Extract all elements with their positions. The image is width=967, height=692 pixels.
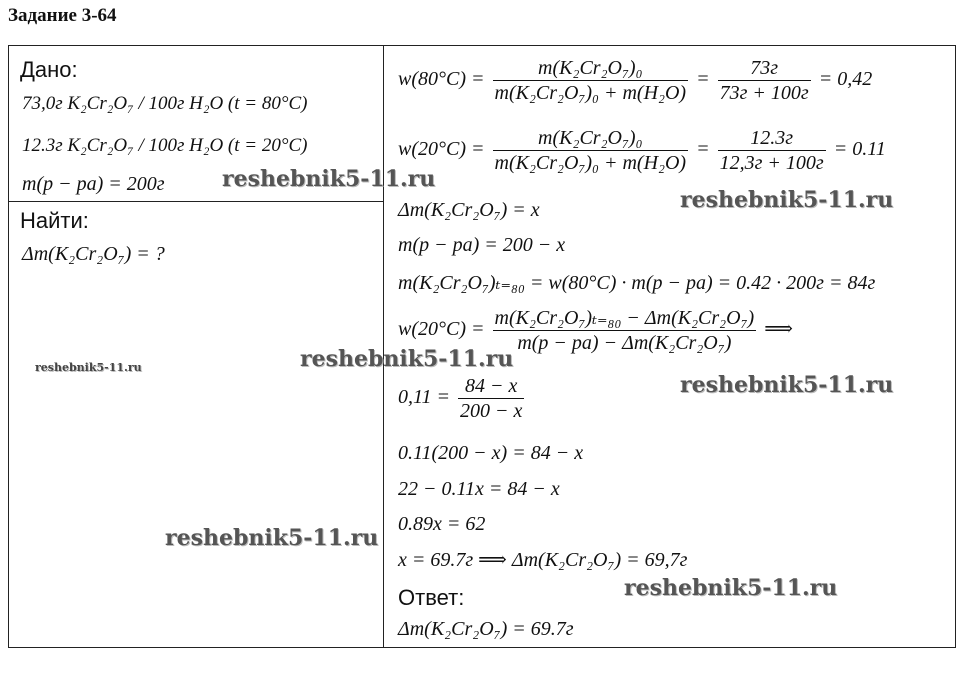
eq2-numerator-value: 12.3г [718, 126, 826, 151]
answer-label: Ответ: [398, 585, 465, 610]
equation-0-11 [398, 374, 527, 423]
eq1-denominator-value: 73г + 100г [719, 82, 809, 104]
equation-w80 [398, 56, 872, 105]
solution-line-4: m(p − pa) = 200 − x [398, 234, 566, 256]
eq2-fraction [493, 126, 689, 175]
given-line-2: 12.3г K₂Cr₂O₇ / 100г H₂O (t = 20°C) [22, 135, 308, 156]
eq2-numerator: m(K₂Cr₂O₇)₀ [493, 126, 689, 151]
eq2-equals: = [696, 138, 710, 161]
eq1-equals: = [696, 68, 710, 91]
eq2-result: = 0.11 [833, 138, 886, 161]
answer-line: Δm(K₂Cr₂O₇) = 69.7г [398, 618, 574, 640]
eq6-fraction [493, 306, 757, 355]
find-label: Найти: [20, 208, 89, 233]
watermark: reshebnik5-11.ru [680, 372, 894, 398]
eq6-denominator: m(p − pa) − Δm(K₂Cr₂O₇) [517, 332, 732, 354]
eq6-numerator: m(K₂Cr₂O₇)ₜ₌₈₀ − Δm(K₂Cr₂O₇) [494, 307, 755, 329]
eq7-lhs: 0,11 = [398, 386, 451, 409]
eq1-denominator: m(K₂Cr₂O₇)₀ + m(H₂O) [494, 82, 687, 104]
eq2-denominator: m(K₂Cr₂O₇)₀ + m(H₂O) [494, 152, 687, 174]
eq1-fraction [493, 56, 689, 105]
solution-line-8: 0.11(200 − x) = 84 − x [398, 442, 584, 464]
given-label: Дано: [20, 57, 78, 82]
watermark: reshebnik5-11.ru [165, 525, 379, 551]
eq7-denominator: 200 − x [460, 400, 523, 422]
find-line-1: Δm(K₂Cr₂O₇) = ? [22, 243, 165, 265]
watermark: reshebnik5-11.ru [624, 575, 838, 601]
eq6-implies-arrow: ⟹ [764, 318, 793, 341]
eq1-fraction-values [718, 56, 811, 105]
given-find-divider [8, 201, 383, 202]
solution-line-9: 22 − 0.11x = 84 − x [398, 478, 560, 500]
eq1-lhs: w(80°C) = [398, 68, 485, 91]
eq2-lhs: w(20°C) = [398, 138, 485, 161]
watermark: reshebnik5-11.ru [35, 361, 142, 374]
given-line-3: m(p − pa) = 200г [22, 173, 165, 195]
solution-line-3: Δm(K₂Cr₂O₇) = x [398, 199, 540, 221]
eq6-lhs: w(20°C) = [398, 318, 485, 341]
eq7-numerator: 84 − x [458, 374, 524, 399]
solution-line-5: m(K₂Cr₂O₇)ₜ₌₈₀ = w(80°C) · m(p − pa) = 0.42 · 200г = 84г [398, 272, 876, 294]
watermark: reshebnik5-11.ru [680, 187, 894, 213]
watermark: reshebnik5-11.ru [222, 166, 436, 192]
task-title: Задание 3-64 [8, 5, 117, 26]
given-line-1: 73,0г K₂Cr₂O₇ / 100г H₂O (t = 80°C) [22, 93, 308, 114]
equation-w20 [398, 126, 886, 175]
eq1-numerator-value: 73г [718, 56, 811, 81]
eq1-result: = 0,42 [818, 68, 873, 91]
eq7-fraction [458, 374, 524, 423]
eq2-fraction-values [718, 126, 826, 175]
solution-line-11: x = 69.7г ⟹ Δm(K₂Cr₂O₇) = 69,7г [398, 549, 688, 571]
solution-line-10: 0.89x = 62 [398, 513, 486, 535]
watermark: reshebnik5-11.ru [300, 346, 514, 372]
eq2-denominator-value: 12,3г + 100г [719, 152, 824, 174]
eq1-numerator: m(K₂Cr₂O₇)₀ [493, 56, 689, 81]
